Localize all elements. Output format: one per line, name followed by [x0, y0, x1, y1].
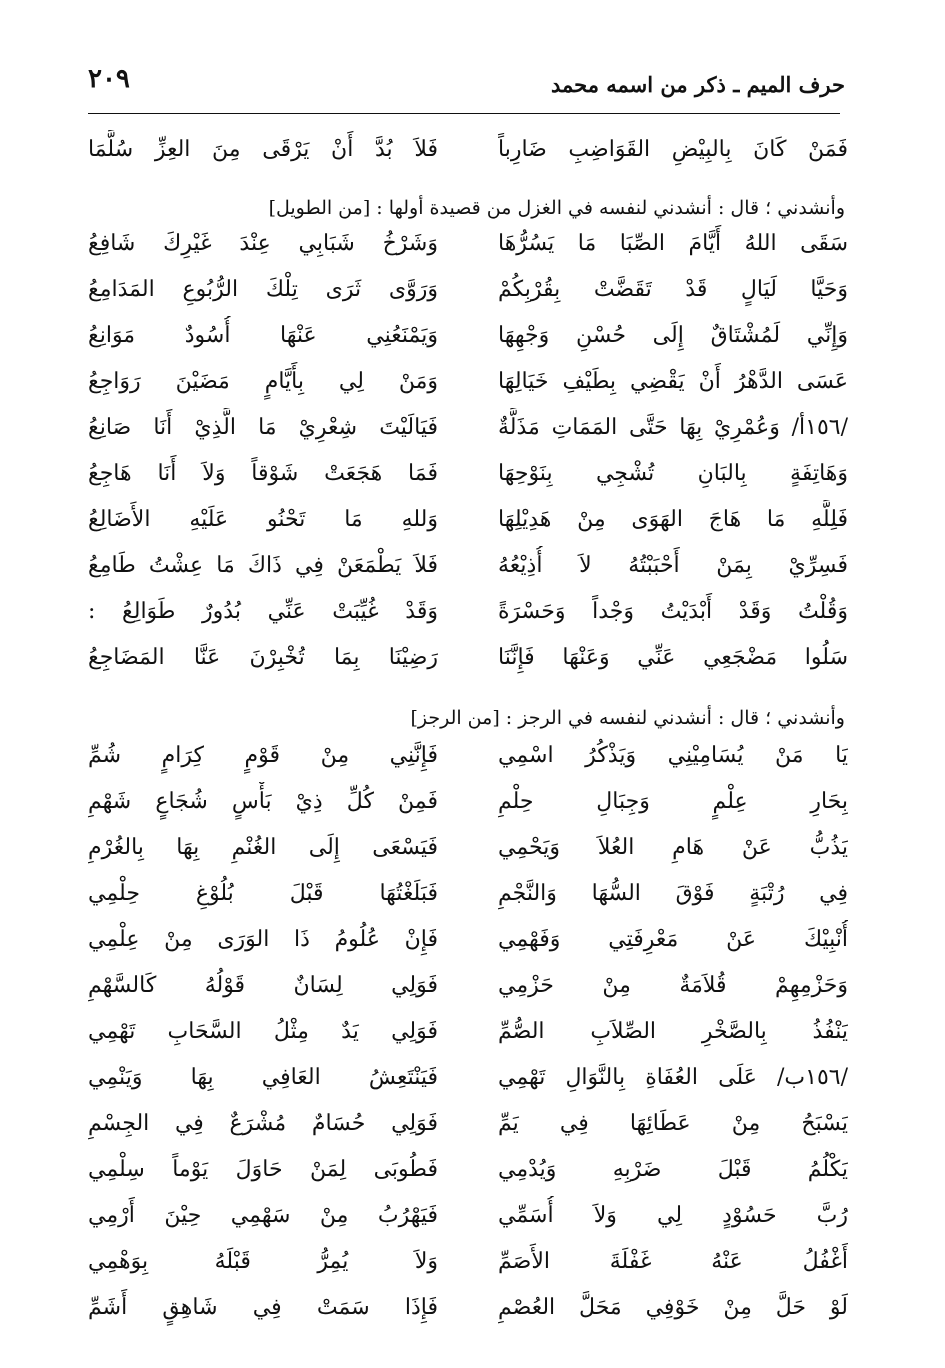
verse-second-hemistich: فَبَلَغْتُهَا قَبْلَ بُلُوْغِ حِلْمِي [88, 881, 438, 906]
verse-first-hemistich: سَلُوا مَضْجَعِي عَنِّي وَعَنْهَا فَإِنَّنَا [498, 645, 848, 670]
verse-row [88, 224, 848, 264]
verse-first-hemistich: لَوْ حَلَّ مِنْ خَوْفِي مَحَلَّ العُصْمِ [498, 1295, 848, 1320]
verse-second-hemistich: فَطُوبَى لِمَنْ حَاوَلَ يَوْماً سِلْمِي [88, 1157, 438, 1182]
header-rule [88, 113, 840, 114]
running-header [88, 62, 845, 108]
verse-second-hemistich: رَضِيْنَا بِمَا تُخْبِرْنَ عَنَّا المَضَاجِعُ [88, 645, 438, 670]
verse-second-hemistich: وَيَمْنَعُنِي عَنْهَا أُسُودٌ مَوَانِعُ [88, 323, 438, 348]
running-title: حرف الميم ـ ذكر من اسمه محمد [550, 72, 845, 97]
verse-row [88, 1150, 848, 1190]
verse-first-hemistich: فِي رُتْبَةٍ فَوْقَ السُّهَا وَالنَّجْمِ [498, 881, 848, 906]
verse-row [88, 316, 848, 356]
verse-row [88, 1242, 848, 1282]
page-number: ٢٠٩ [88, 64, 130, 94]
verse-row [88, 782, 848, 822]
verse-row [88, 1196, 848, 1236]
verse-second-hemistich: فَيَالَيْتَ شِعْرِيْ مَا الَّذِيْ أَنَا صَانِعُ [88, 415, 438, 440]
verse-first-hemistich: أُنْبِيْكَ عَنْ مَعْرِفَتِي وَفَهْمِي [498, 927, 848, 952]
verse-second-hemistich: فَإِذَا سَمَتْ فِي شَاهِقٍ أَشَمِّ [88, 1295, 438, 1320]
verse-first-hemistich: يَا مَنْ يُسَامِيْنِي وَيَذْكُرُ اسْمِي [498, 743, 848, 768]
verse-first-hemistich: يَذُبُّ عَنْ هَامِ العُلاَ وَيَحْمِي [498, 835, 848, 860]
verse-row [88, 1058, 848, 1098]
verse-row [88, 592, 848, 632]
verse-second-hemistich: فَوَلِي لِسَانٌ قَوْلُهُ كَالسَّهْمِ [88, 973, 438, 998]
verse-first-hemistich: فَسِرِّيْ بِمَنْ أَحْبَبْتُهُ لاَ أُذِيْعُهُ [498, 553, 848, 578]
verse-second-hemistich: فَلاَ يَطْمَعَنْ فِي ذَاكَ مَا عِشْتُ طَامِعُ [88, 553, 438, 578]
verse-first-hemistich: وَحَيَّا لَيَالٍ قَدْ تَقَضَّتْ بِقُرْبِكُمْ [498, 277, 848, 302]
verse-first-hemistich: وَهَاتِفَةٍ بِالبَانِ تُشْجِي بِنَوْحِهَا [498, 461, 848, 486]
verse-row [88, 638, 848, 678]
verse-second-hemistich: وَقَدْ غُيِّبَتْ عَنِّي بُدُورٌ طَوَالِعُ : [88, 599, 438, 624]
verse-first-hemistich: عَسَى الدَّهْرُ أَنْ يَقْضِي بِطَيْفِ خَيَالِهَا [498, 369, 848, 394]
verse-second-hemistich: فَلاَ بُدَّ أَنْ يَرْقَى مِنَ العِزِّ سُلَّمَا [88, 137, 438, 162]
verse-first-hemistich: أَغْفُلُ عَنْهُ غَفْلَةَ الأَصَمِّ [498, 1249, 848, 1274]
verse-second-hemistich: وَمَنْ لِي بِأَيَّامٍ مَضَيْنَ رَوَاجِعُ [88, 369, 438, 394]
verse-row [88, 362, 848, 402]
verse-row [88, 270, 848, 310]
verse-second-hemistich: فَيَسْعَى إِلَى الغُنْمِ بِهَا بِالغُرْمِ [88, 835, 438, 860]
verse-first-hemistich: فَمَنْ كَانَ بِالبِيْضِ القَوَاضِبِ ضَارِباً [498, 137, 848, 162]
verse-first-hemistich: وَقُلْتُ وَقَدْ أَبْدَيْتُ وَجْداً وَحَسْرَةً [498, 599, 848, 624]
verse-second-hemistich: فَإِنَّنِي مِنْ قَوْمٍ كِرَامٍ شُمِّ [88, 743, 438, 768]
verse-row [88, 966, 848, 1006]
verse-first-hemistich: يَسْبَحُ مِنْ عَطَائِهَا فِي يَمِّ [498, 1111, 848, 1136]
verse-first-hemistich: وَحَزْمِهِمْ قُلاَمَةٌ مِنْ حَزْمِي [498, 973, 848, 998]
verse-row [88, 546, 848, 586]
verse-second-hemistich: فَيَنْتَعِشُ العَافِي بِهَا وَيَنْمِي [88, 1065, 438, 1090]
poem-intro: وأنشدني ؛ قال : أنشدني لنفسه في الرجز : [من الرجز] [410, 707, 845, 729]
verse-row [88, 130, 848, 170]
verse-row [88, 828, 848, 868]
verse-second-hemistich: وَرَوَّى ثَرَى تِلْكَ الرُّبُوعِ المَدَامِعُ [88, 277, 438, 302]
verse-row [88, 874, 848, 914]
verse-second-hemistich: وَلاَ يُمِرُّ قَبْلَهُ بِوَهْمِي [88, 1249, 438, 1274]
verse-second-hemistich: فَوَلِي يَدٌ مِثْلُ السَّحَابِ تَهْمِي [88, 1019, 438, 1044]
verse-second-hemistich: فَمَا هَجَعَتْ شَوْقاً وَلاَ أَنَا هَاجِعُ [88, 461, 438, 486]
verse-first-hemistich: فَلِلَّهِ مَا هَاجَ الهَوَى مِنْ هَدِيْلِهَا [498, 507, 848, 532]
verse-row [88, 408, 848, 448]
poem-intro: وأنشدني ؛ قال : أنشدني لنفسه في الغزل من قصيدة أولها : [من الطويل] [268, 197, 845, 219]
verse-row [88, 1104, 848, 1144]
verse-first-hemistich: /١٥٦ب/ عَلَى العُفَاةِ بِالنَّوَالِ تَهْمِي [498, 1065, 848, 1090]
verse-first-hemistich: يَكْلُمُ قَبْلَ ضَرْبِهِ وَيُدْمِي [498, 1157, 848, 1182]
verse-first-hemistich: بِحَارِ عِلْمٍ وَجِبَالِ حِلْمِ [498, 789, 848, 814]
verse-first-hemistich: /١٥٦أ/ وَعُمْرِيْ بِهَا حَتَّى المَمَاتِ مَذَلَّةٌ [498, 415, 848, 440]
verse-second-hemistich: فَإِنْ عُلُومُ ذَا الوَرَى مِنْ عِلْمِي [88, 927, 438, 952]
verse-row [88, 920, 848, 960]
verse-second-hemistich: فَمِنْ كُلِّ ذِيْ بَأْسٍ شُجَاعٍ شَهْمِ [88, 789, 438, 814]
verse-first-hemistich: سَقَى اللهُ أَيَّامَ الصِّبَا مَا يَسُرُّهَا [498, 231, 848, 256]
verse-second-hemistich: وَللهِ مَا تَحْنُو عَلَيْهِ الأَضَالِعُ [88, 507, 438, 532]
verse-first-hemistich: يَنْفُذُ بِالصَّخْرِ الصِّلاَبِ الصُّمِّ [498, 1019, 848, 1044]
verse-first-hemistich: رُبَّ حَسُوْدٍ لِي وَلاَ أُسَمِّي [498, 1203, 848, 1228]
verse-row [88, 1288, 848, 1328]
verse-row [88, 500, 848, 540]
verse-first-hemistich: وَإِنِّي لَمُشْتَاقٌ إِلَى حُسْنِ وَجْهِهَا [498, 323, 848, 348]
verse-second-hemistich: وَشَرْخُ شَبَابِي عِنْدَ غَيْرِكَ شَافِعُ [88, 231, 438, 256]
verse-row [88, 454, 848, 494]
verse-second-hemistich: فَيَهْرُبُ مِنْ سَهْمِي حِيْنَ أَرْمِي [88, 1203, 438, 1228]
verse-row [88, 736, 848, 776]
verse-second-hemistich: فَوَلِي حُسَامٌ مُشْرَعٌ فِي الجِسْمِ [88, 1111, 438, 1136]
verse-row [88, 1012, 848, 1052]
